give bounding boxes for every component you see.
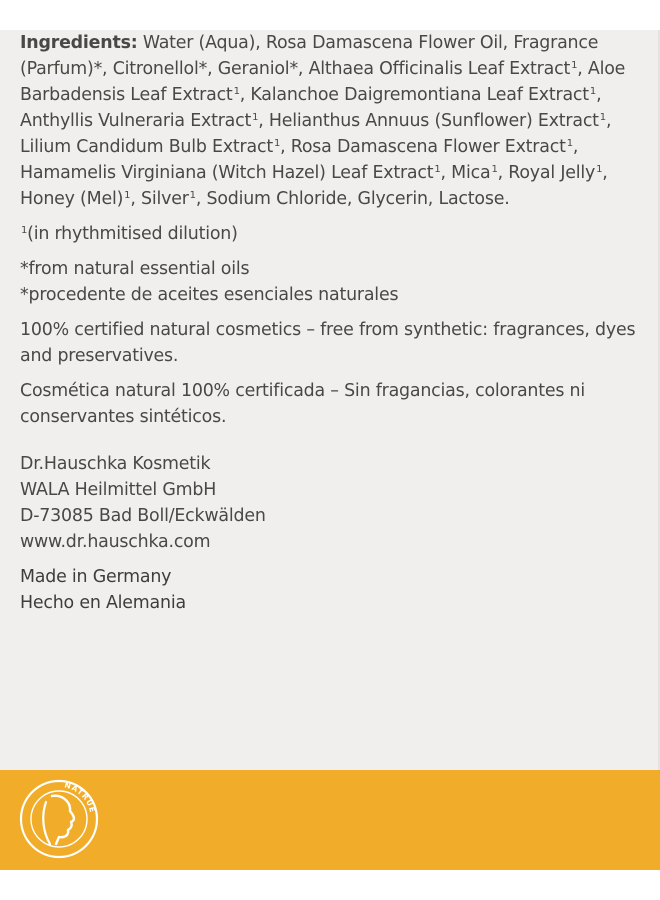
- certified-en: 100% certified natural cosmetics – free from synthetic: fragrances, dyes and preservatives.: [20, 320, 636, 366]
- ingredient-item: Glycerin,: [357, 189, 439, 209]
- ingredients-list: [20, 30, 650, 212]
- ingredient-item: Geraniol*,: [217, 59, 309, 79]
- package-text: [20, 30, 650, 616]
- ingredients-label: Ingredients:: [20, 33, 138, 53]
- company-firm: WALA Heilmittel GmbH: [20, 480, 217, 500]
- ingredient-item: Water (Aqua),: [142, 33, 266, 53]
- essential-oils-en: *from natural essential oils: [20, 259, 250, 279]
- ingredient-item: Sodium Chloride,: [206, 189, 358, 209]
- natrue-seal-icon: [16, 776, 102, 862]
- company-website[interactable]: www.dr.hauschka.com: [20, 532, 211, 552]
- footnote: [20, 221, 650, 247]
- svg-text:NATRUE: [63, 780, 97, 814]
- ingredient-item: Mica$^1$,: [451, 163, 509, 183]
- ingredient-item: Silver$^1$,: [141, 189, 207, 209]
- ingredient-item: Rosa Damascena Flower Extract$^1$,: [290, 137, 579, 157]
- company-location: D-73085 Bad Boll/Eckwälden: [20, 506, 266, 526]
- ingredient-items: [20, 33, 625, 209]
- ingredient-item: Aloe Barbadensis Leaf Extract$^1$,: [20, 59, 626, 105]
- ingredient-item: Hamamelis Virginiana (Witch Hazel) Leaf Extract$^1$,: [20, 163, 452, 183]
- ingredient-item: Lilium Candidum Bulb Extract$^1$,: [20, 137, 291, 157]
- footnote-mark: 1: [21, 225, 28, 236]
- ingredient-item: Fragrance (Parfum)*,: [20, 33, 599, 79]
- ingredient-item: Kalanchoe Daigremontiana Leaf Extract$^1$,: [250, 85, 602, 105]
- ingredient-item: Citronellol*,: [112, 59, 218, 79]
- made-in-en: Made in Germany: [20, 567, 172, 587]
- footnote-text: (in rhythmitised dilution): [27, 224, 238, 244]
- made-in-es: Hecho en Alemania: [20, 593, 186, 613]
- seal-text: NATRUE: [63, 780, 98, 815]
- ingredient-item: Honey (Mel)$^1$,: [20, 189, 141, 209]
- ingredient-item: Althaea Officinalis Leaf Extract$^1$,: [308, 59, 588, 79]
- ingredient-item: Rosa Damascena Flower Oil,: [265, 33, 514, 53]
- ingredient-item: Helianthus Annuus (Sunflower) Extract$^1$,: [268, 111, 612, 131]
- ingredient-item: Anthyllis Vulneraria Extract$^1$,: [20, 111, 269, 131]
- certified-es: Cosmética natural 100% certificada – Sin fragancias, colorantes ni conservantes sintéticos.: [20, 381, 585, 427]
- ingredient-item: Royal Jelly$^1$,: [508, 163, 608, 183]
- company-name: Dr.Hauschka Kosmetik: [20, 454, 211, 474]
- ingredient-item: Lactose.: [438, 189, 510, 209]
- essential-oils-es: *procedente de aceites esenciales naturales: [20, 285, 399, 305]
